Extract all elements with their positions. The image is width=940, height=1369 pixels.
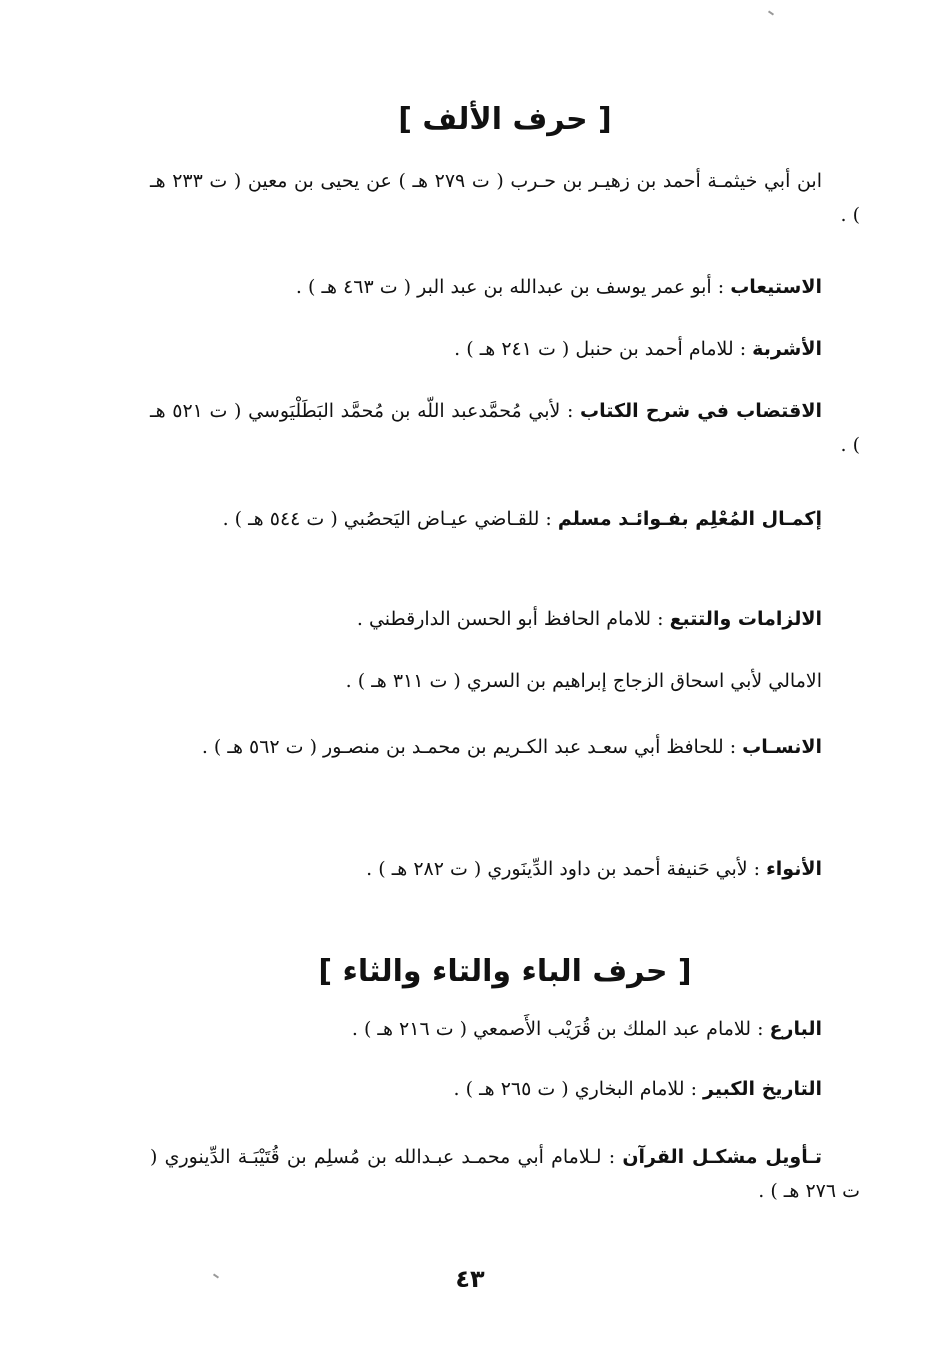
entry-text: : للامام الحافظ أبو الحسن الدارقطني .	[356, 608, 670, 630]
scan-speck	[768, 10, 774, 15]
entry-text: : لأبي حَنيفة أحمد بن داود الدِّينَوري ( ت ٢٨٢ هـ ) .	[366, 858, 767, 880]
entry-al-anwa	[150, 852, 860, 886]
entry-text: ابن أبي خيثمـة أحمد بن زهيـر بن حـرب ( ت ٢٧٩ هـ ) عن يحيى بن معين ( ت ٢٣٣ هـ ) .	[150, 170, 860, 226]
entry-title: الاقتضاب في شرح الكتاب	[580, 400, 822, 422]
entry-text: : لأبي مُحمَّدعبد اللّه بن مُحمَّد البَطَلْيَوسي ( ت ٥٢١ هـ ) .	[150, 400, 860, 456]
section-heading-ba-ta-tha: [ حرف الباء والتاء والثاء ]	[318, 954, 692, 989]
entry-ikmal-al-mulim	[150, 502, 860, 536]
entry-al-iqtidab	[150, 394, 860, 462]
entry-title: إكمـال المُعْلِم بفـوائـد مسلم	[557, 508, 822, 530]
entry-title: الالزامات والتتبع	[669, 608, 822, 630]
entry-title: التاريخ الكبير	[703, 1078, 822, 1100]
entry-al-amali	[150, 664, 860, 698]
entry-text: : للامام أحمد بن حنبل ( ت ٢٤١ هـ ) .	[454, 338, 753, 360]
entry-text: الامالي لأبي اسحاق الزجاج إبراهيم بن السري ( ت ٣١١ هـ ) .	[345, 670, 822, 692]
section-heading-alif: [ حرف الألف ]	[398, 102, 612, 137]
entry-al-istiab	[150, 270, 860, 304]
entry-text: : للامام البخاري ( ت ٢٦٥ هـ ) .	[453, 1078, 704, 1100]
entry-title: تـأويل مشكـل القرآن	[622, 1146, 822, 1168]
entry-text: : للقـاضي عيـاض اليَحصُبي ( ت ٥٤٤ هـ ) .	[222, 508, 558, 530]
entry-al-tarikh-al-kabir	[150, 1072, 860, 1106]
entry-al-ansab	[150, 730, 860, 764]
entry-text: : للامام عبد الملك بن قُرَيْب الأَصمعي ( ت ٢١٦ هـ ) .	[351, 1018, 770, 1040]
entry-al-bari	[150, 1012, 860, 1046]
page-number: ٤٣	[455, 1265, 485, 1293]
entry-ibn-abi-khaythama	[150, 164, 860, 232]
entry-title: البارع	[769, 1018, 822, 1040]
entry-text: : أبو عمر يوسف بن عبدالله بن عبد البر ( ت ٤٦٣ هـ ) .	[295, 276, 731, 298]
entry-title: الاستيعاب	[730, 276, 822, 298]
entry-al-ashriba	[150, 332, 860, 366]
entry-title: الانسـاب	[742, 736, 822, 758]
entry-al-ilzamat	[150, 602, 860, 636]
entry-title: الأنواء	[766, 858, 822, 880]
entry-text: : للحافظ أبي سعـد عبد الكـريم بن محمـد بن منصـور ( ت ٥٦٢ هـ ) .	[201, 736, 743, 758]
entry-text: : لـلامام أبي محمـد عبـدالله بن مُسلِم بن قُتَيْبَـة الدِّينوري ( ت ٢٧٦ هـ ) .	[150, 1146, 860, 1202]
entry-tawil-mushkil-al-quran	[150, 1140, 860, 1208]
entry-title: الأشربة	[752, 338, 822, 360]
